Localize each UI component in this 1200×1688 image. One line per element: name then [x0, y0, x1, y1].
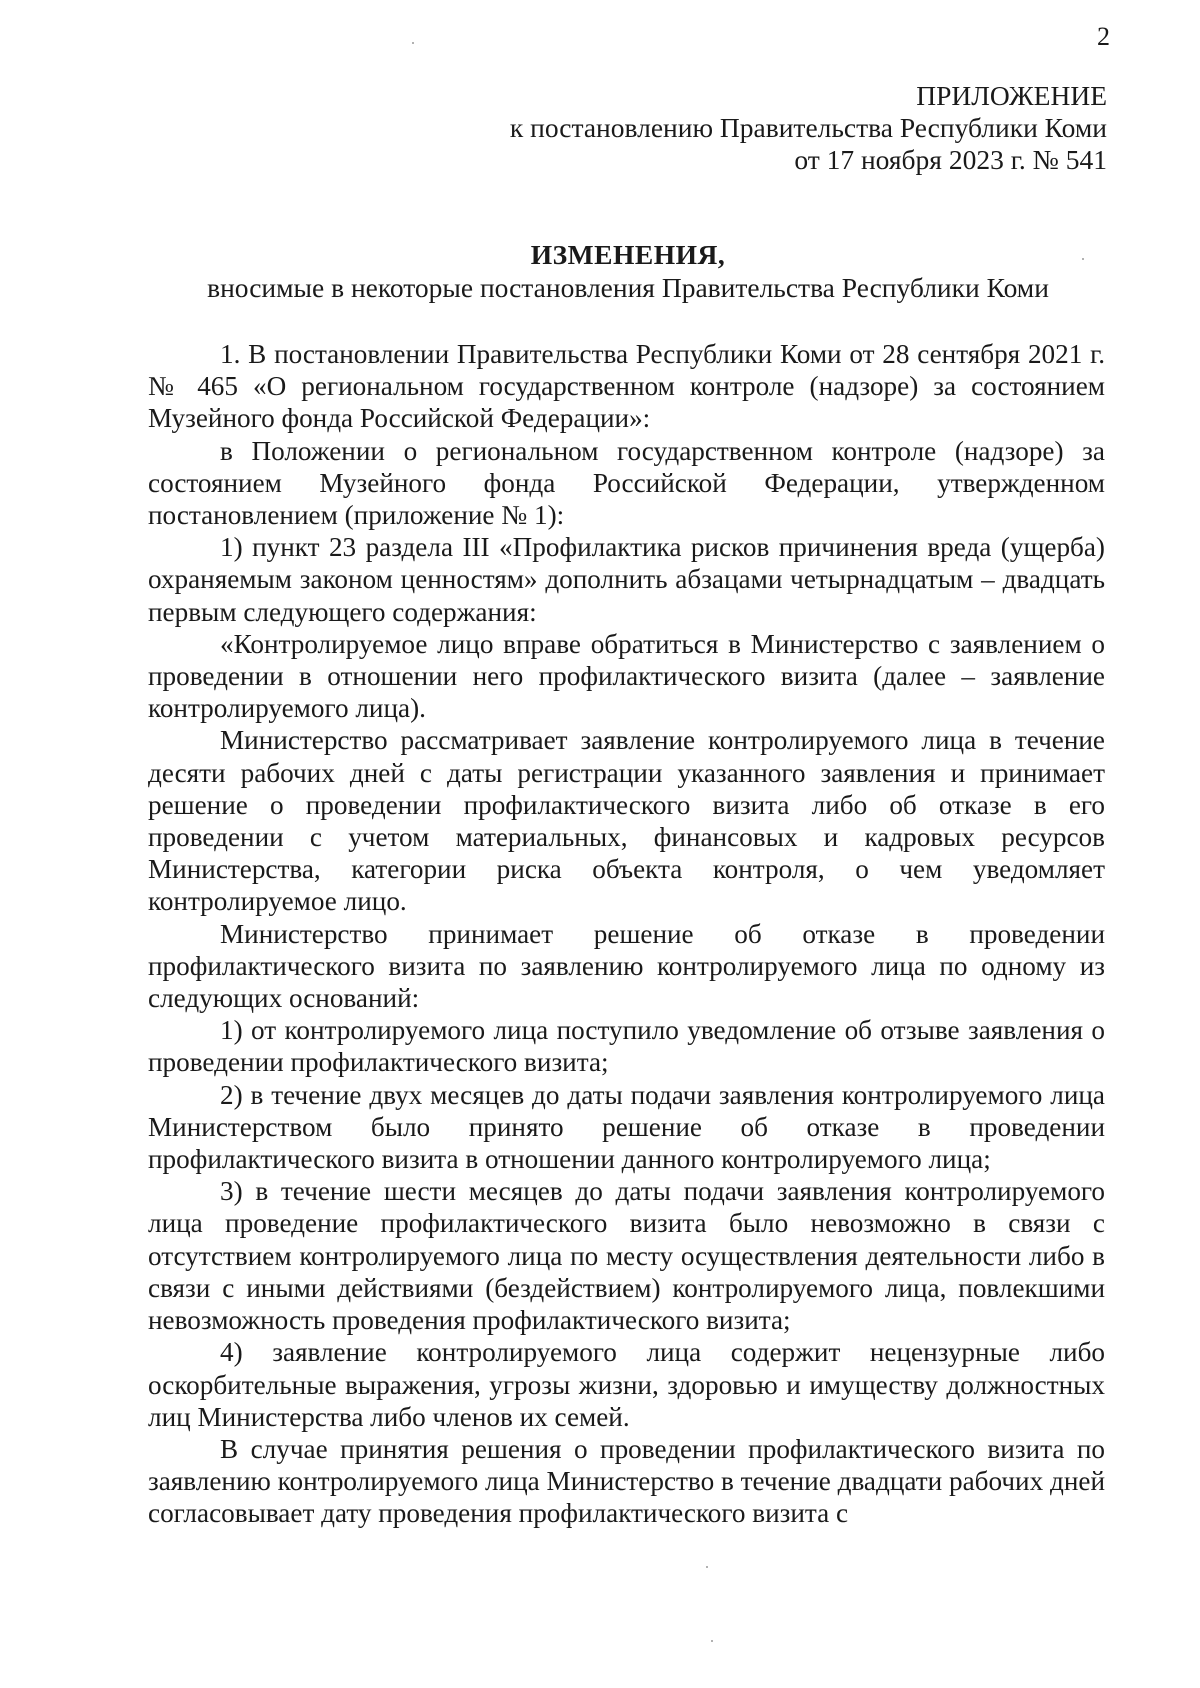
document-heading	[148, 238, 1108, 304]
scan-speck	[1082, 258, 1084, 260]
scan-speck	[711, 1640, 713, 1642]
paragraph-9: 3) в течение шести месяцев до даты подачи заявления контролируемого лица проведение профилактического визита было невозможно в связи с отсутствием контролируемого лица по месту осуществления деятельности либо в связи с иными действиями (бездействием) контролируемого лица, повлекшими невозможность проведения профилактического визита;	[148, 1176, 1105, 1336]
document-title: ИЗМЕНЕНИЯ,	[530, 239, 726, 270]
paragraph-6: Министерство принимает решение об отказе в проведении профилактического визита по заявлению контролируемого лица по одному из следующих оснований:	[148, 918, 1105, 1014]
paragraph-11: В случае принятия решения о проведении профилактического визита по заявлению контролируемого лица Министерство в течение двадцати рабочих дней согласовывает дату проведения профилактического визита с	[148, 1433, 1105, 1529]
scan-speck	[412, 42, 414, 44]
appendix-header	[510, 80, 1107, 176]
paragraph-3: 1) пункт 23 раздела III «Профилактика рисков причинения вреда (ущерба) охраняемым законом ценностям» дополнить абзацами четырнадцатым – двадцать первым следующего содержания:	[148, 532, 1105, 627]
paragraph-7: 1) от контролируемого лица поступило уведомление об отзыве заявления о проведении профилактического визита;	[148, 1015, 1105, 1078]
appendix-title: ПРИЛОЖЕНИЕ	[916, 80, 1107, 111]
paragraph-10: 4) заявление контролируемого лица содержит нецензурные либо оскорбительные выражения, угрозы жизни, здоровью и имуществу должностных лиц Министерства либо членов их семей.	[148, 1337, 1105, 1432]
paragraph-2: в Положении о региональном государственном контроле (надзоре) за состоянием Музейного фонда Российской Федерации, утвержденном постановлением (приложение № 1):	[148, 435, 1105, 531]
page-number: 2	[1097, 22, 1110, 51]
appendix-reference: к постановлению Правительства Республики Коми	[509, 112, 1107, 143]
paragraph-4: «Контролируемое лицо вправе обратиться в Министерство с заявлением о проведении в отношении него профилактического визита (далее – заявление контролируемого лица).	[148, 628, 1105, 724]
appendix-date: от 17 ноября 2023 г. № 541	[794, 144, 1107, 175]
scan-speck	[706, 1566, 708, 1568]
paragraph-1: 1. В постановлении Правительства Республики Коми от 28 сентября 2021 г. № 465 «О региональном государственном контроле (надзоре) за состоянием Музейного фонда Российской Федерации»:	[148, 339, 1105, 434]
document-subtitle: вносимые в некоторые постановления Правительства Республики Коми	[207, 272, 1049, 303]
document-body	[148, 338, 1105, 1530]
paragraph-5: Министерство рассматривает заявление контролируемого лица в течение десяти рабочих дней с даты регистрации указанного заявления и принимает решение о проведении профилактического визита либо об отказе в его проведении с учетом материальных, финансовых и кадровых ресурсов Министерства, категории риска объекта контроля, о чем уведомляет контролируемое лицо.	[148, 725, 1105, 917]
paragraph-8: 2) в течение двух месяцев до даты подачи заявления контролируемого лица Министерством было принято решение об отказе в проведении профилактического визита в отношении данного контролируемого лица;	[148, 1079, 1105, 1175]
